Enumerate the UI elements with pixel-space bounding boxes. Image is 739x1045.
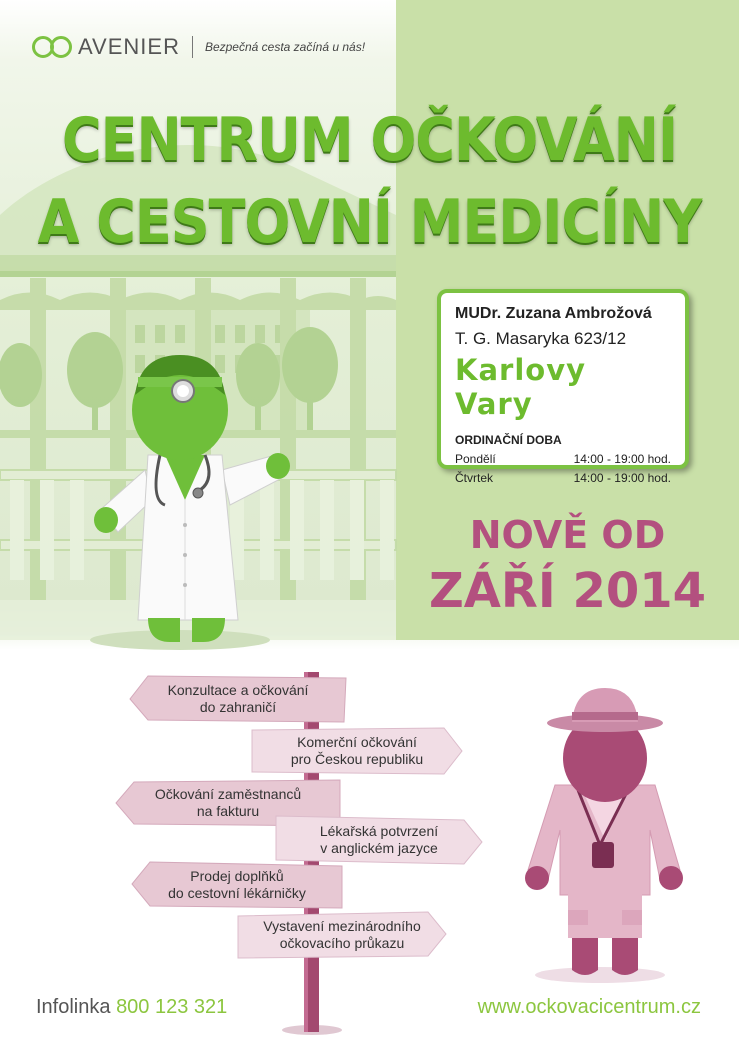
- doctor-name: MUDr. Zuzana Ambrožová: [455, 305, 652, 322]
- announcement-line-1: NOVĚ OD: [469, 513, 666, 557]
- sign-medical-certificates: [274, 814, 484, 866]
- sign-label: Očkování zaměstnanců na fakturu: [154, 786, 302, 819]
- website-link[interactable]: www.ockovacicentrum.cz: [477, 996, 701, 1018]
- infoline-number[interactable]: 800 123 321: [116, 996, 228, 1018]
- hours-time: 14:00 - 19:00 hod.: [573, 452, 671, 466]
- main-title-line-1: CENTRUM OČKOVÁNÍ: [61, 104, 678, 175]
- sign-first-aid-kit: [130, 860, 344, 910]
- sign-consultation: [128, 674, 348, 724]
- infoline: [36, 996, 227, 1019]
- city: Karlovy Vary: [455, 353, 587, 421]
- brand-slogan: Bezpečná cesta začíná u nás!: [204, 40, 366, 54]
- tourist-illustration: [525, 688, 683, 983]
- sign-label: Vystavení mezinárodního očkovacího průkazu: [263, 918, 421, 951]
- brand-name: AVENIER: [78, 34, 180, 59]
- sign-label: Prodej doplňků do cestovní lékárničky: [168, 868, 306, 901]
- main-title-line-2: A CESTOVNÍ MEDICÍNY: [37, 186, 702, 257]
- hours-row: [455, 471, 671, 485]
- sign-label: Lékařská potvrzení v anglickém jazyce: [319, 823, 439, 856]
- announcement-line-2: ZÁŘÍ 2014: [428, 563, 707, 619]
- hours-day: Čtvrtek: [455, 471, 494, 485]
- sign-label: Komerční očkování pro Českou republiku: [290, 734, 424, 767]
- office-hours-title: ORDINAČNÍ DOBA: [455, 433, 562, 447]
- logo-rings-icon: [32, 36, 72, 58]
- sign-vaccination-card: [236, 910, 448, 960]
- brand-logo: [32, 32, 365, 62]
- infoline-label: Infolinka: [36, 996, 111, 1018]
- contact-card: [437, 289, 689, 485]
- sign-label: Konzultace a očkování do zahraničí: [167, 682, 309, 715]
- divider: [192, 36, 193, 58]
- address: T. G. Masaryka 623/12: [455, 329, 627, 348]
- hours-time: 14:00 - 19:00 hod.: [573, 471, 671, 485]
- sign-commercial-vaccination: [250, 726, 464, 776]
- hours-row: [455, 452, 671, 466]
- hours-day: Pondělí: [455, 452, 496, 466]
